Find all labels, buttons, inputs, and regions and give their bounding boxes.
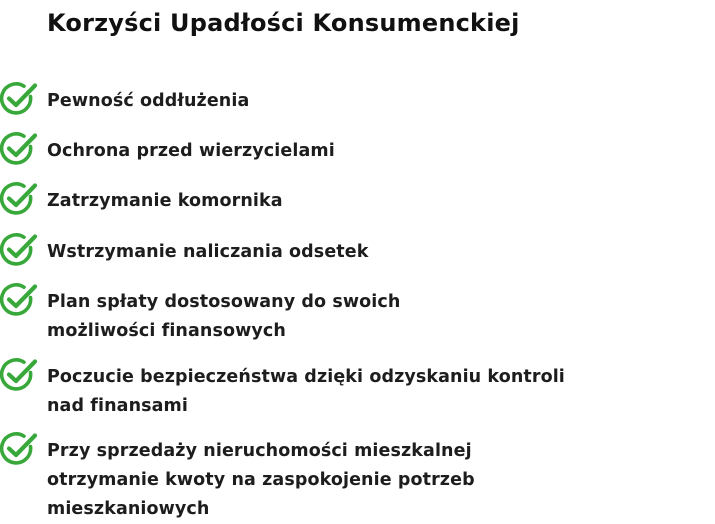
checkmark-circle-icon [0, 81, 38, 117]
checkmark-circle-icon [0, 131, 38, 167]
benefit-text: Zatrzymanie komornika [47, 191, 283, 211]
benefit-text: Poczucie bezpieczeństwa dzięki odzyskaniu kontroli nad finansami [47, 367, 565, 416]
benefit-text: Przy sprzedaży nieruchomości mieszkalnej otrzymanie kwoty na zaspokojenie potrzeb mieszkaniowych [47, 441, 475, 519]
checkmark-circle-icon [0, 357, 38, 393]
checkmark-circle-icon [0, 232, 38, 268]
benefit-text: Pewność oddłużenia [47, 91, 250, 111]
checkmark-circle-icon [0, 282, 38, 318]
benefit-text: Ochrona przed wierzycielami [47, 141, 335, 161]
checkmark-circle-icon [0, 181, 38, 217]
benefit-text: Wstrzymanie naliczania odsetek [47, 242, 369, 262]
checkmark-circle-icon [0, 431, 38, 467]
benefit-text: Plan spłaty dostosowany do swoich możliwości finansowych [47, 292, 401, 341]
page-title: Korzyści Upadłości Konsumenckiej [47, 9, 520, 37]
